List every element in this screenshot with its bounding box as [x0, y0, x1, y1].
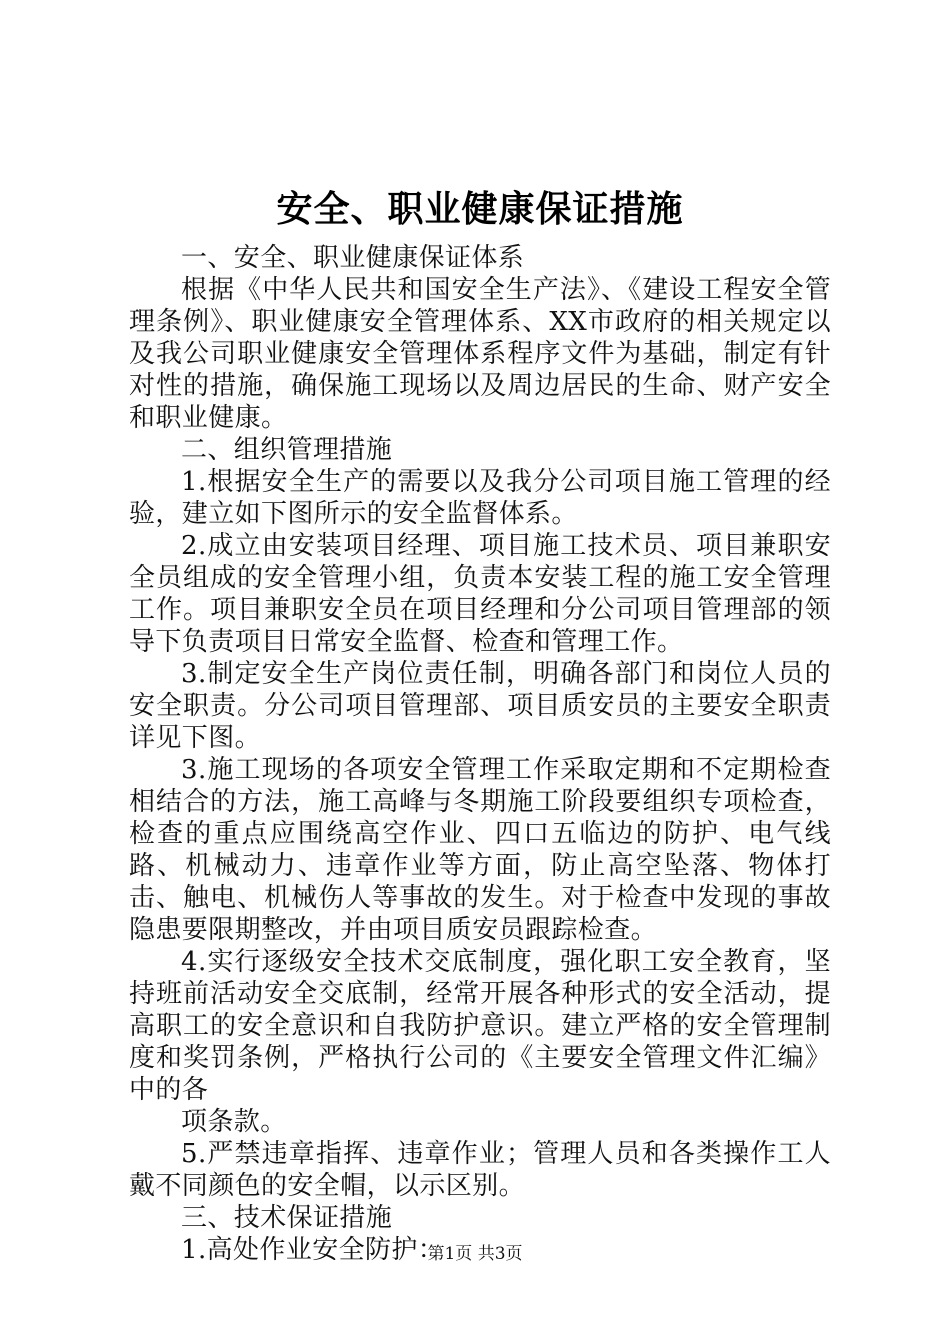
document-title: 安全、职业健康保证措施 — [276, 188, 684, 230]
body-paragraph: 1.高处作业安全防护： — [181, 1235, 445, 1265]
section-heading-safety-system: 一、安全、职业健康保证体系 — [181, 243, 525, 273]
document-page — [129, 182, 831, 1266]
section-heading-organization: 二、组织管理措施 — [181, 435, 393, 465]
body-paragraph: 4.实行逐级安全技术交底制度，强化职工安全教育，坚持班前活动安全交底制，经常开展各种形式的安全活动，提高职工的安全意识和自我防护意识。建立严格的安全管理制度和奖罚条例，严格执行公司的《主要安全管理文件汇编》中的各 — [129, 947, 831, 1105]
section-heading-technical: 三、技术保证措施 — [181, 1203, 393, 1233]
body-paragraph: 3.制定安全生产岗位责任制，明确各部门和岗位人员的安全职责。分公司项目管理部、项目质安员的主要安全职责详见下图。 — [129, 659, 831, 753]
body-paragraph: 5.严禁违章指挥、违章作业；管理人员和各类操作工人戴不同颜色的安全帽，以示区别。 — [129, 1139, 831, 1201]
page-footer: 第1页 共3页 — [427, 1244, 523, 1264]
body-paragraph: 根据《中华人民共和国安全生产法》、《建设工程安全管理条例》、职业健康安全管理体系、XX市政府的相关规定以及我公司职业健康安全管理体系程序文件为基础，制定有针对性的措施，确保施工现场以及周边居民的生命、财产安全和职业健康。 — [129, 275, 831, 433]
body-paragraph: 3.施工现场的各项安全管理工作采取定期和不定期检查相结合的方法，施工高峰与冬期施工阶段要组织专项检查，检查的重点应围绕高空作业、四口五临边的防护、电气线路、机械动力、违章作业等方面，防止高空坠落、物体打击、触电、机械伤人等事故的发生。对于检查中发现的事故隐患要限期整改，并由项目质安员跟踪检查。 — [129, 755, 831, 945]
body-paragraph: 项条款。 — [181, 1107, 287, 1137]
body-paragraph: 1.根据安全生产的需要以及我分公司项目施工管理的经验，建立如下图所示的安全监督体系。 — [129, 467, 831, 529]
body-paragraph: 2.成立由安装项目经理、项目施工技术员、项目兼职安全员组成的安全管理小组，负责本安装工程的施工安全管理工作。项目兼职安全员在项目经理和分公司项目管理部的领导下负责项目日常安全监督、检查和管理工作。 — [129, 531, 831, 657]
